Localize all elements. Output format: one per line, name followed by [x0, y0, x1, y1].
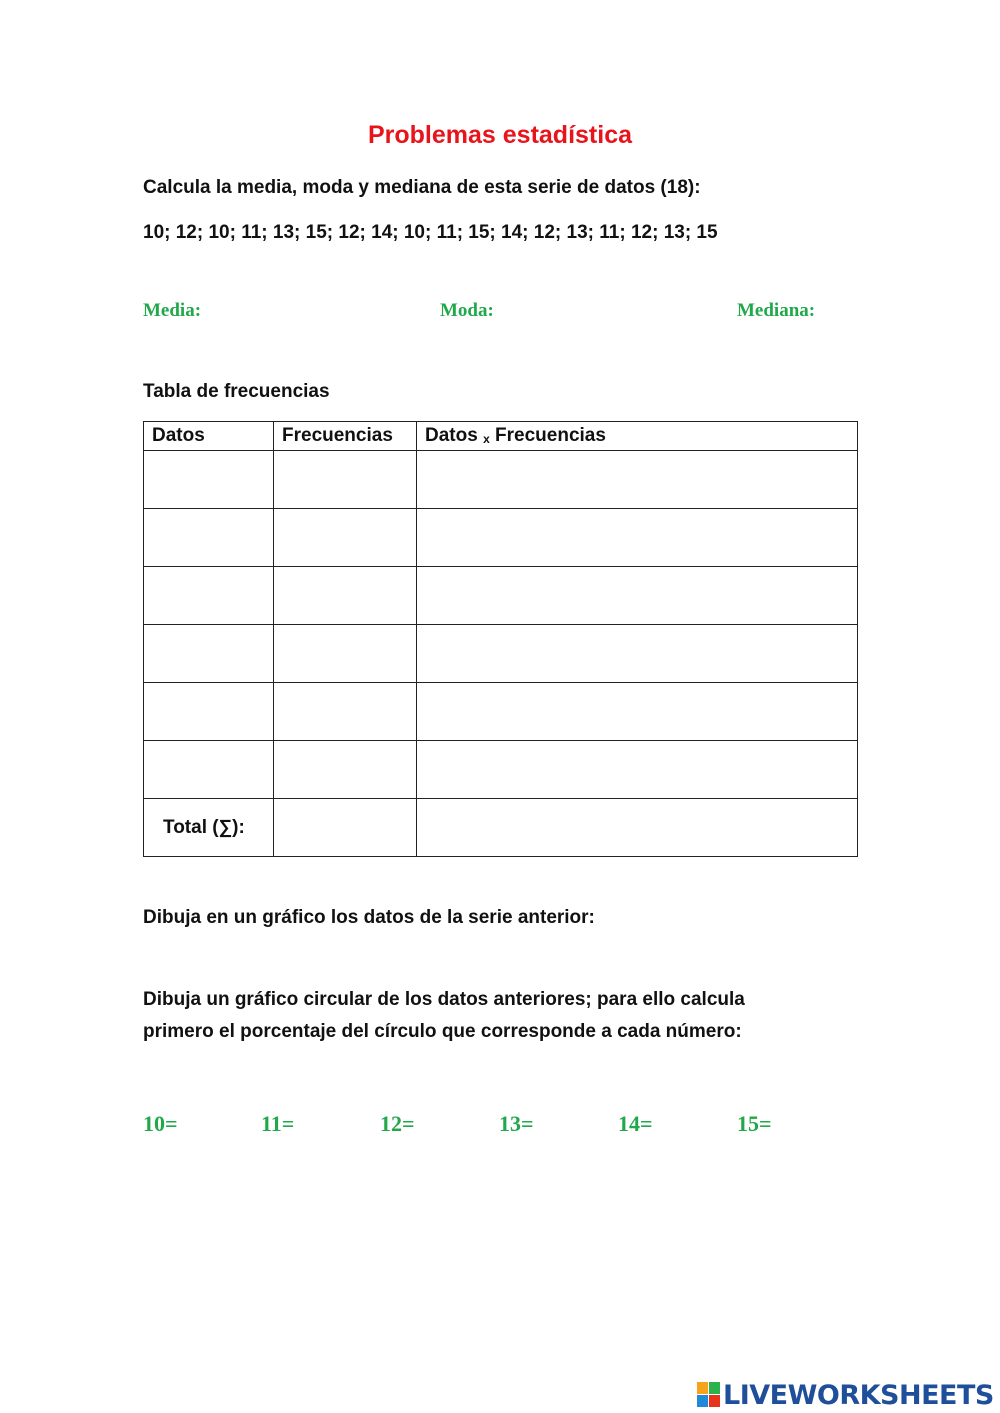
- cell-frecuencias[interactable]: [274, 625, 417, 683]
- table-row: [144, 451, 858, 509]
- table-row: [144, 509, 858, 567]
- liveworksheets-logo: [697, 1378, 994, 1412]
- cell-product[interactable]: [417, 741, 858, 799]
- cell-datos[interactable]: [144, 509, 274, 567]
- logo-icon: [697, 1382, 721, 1408]
- header-product: [417, 422, 858, 451]
- table-row: [144, 741, 858, 799]
- cell-datos[interactable]: [144, 451, 274, 509]
- table-row: [144, 625, 858, 683]
- data-series: 10; 12; 10; 11; 13; 15; 12; 14; 10; 11; 15; 14; 12; 13; 11; 12; 13; 15: [143, 222, 718, 243]
- percentage-11: 11=: [261, 1111, 295, 1136]
- header-frecuencias: Frecuencias: [274, 422, 417, 451]
- percentage-10: 10=: [143, 1111, 178, 1136]
- media-label: Media:: [143, 300, 202, 321]
- cell-product[interactable]: [417, 683, 858, 741]
- table-header-row: [144, 422, 858, 451]
- cell-product[interactable]: [417, 509, 858, 567]
- header-datos: Datos: [144, 422, 274, 451]
- table-total-row: [144, 799, 858, 857]
- cell-product[interactable]: [417, 567, 858, 625]
- logo-text: LIVEWORKSHEETS: [723, 1379, 994, 1411]
- instruction-text: Calcula la media, moda y mediana de esta serie de datos (18):: [143, 177, 701, 198]
- cell-datos[interactable]: [144, 683, 274, 741]
- cell-product[interactable]: [417, 625, 858, 683]
- cell-frecuencias[interactable]: [274, 741, 417, 799]
- cell-datos[interactable]: [144, 741, 274, 799]
- percentage-12: 12=: [380, 1111, 415, 1136]
- total-label: Total (∑):: [144, 799, 274, 857]
- cell-datos[interactable]: [144, 567, 274, 625]
- header-product-x: x: [483, 432, 490, 446]
- table-row: [144, 683, 858, 741]
- header-product-right: Frecuencias: [495, 425, 606, 446]
- page-title: Problemas estadística: [367, 121, 632, 149]
- graph-instruction: Dibuja en un gráfico los datos de la serie anterior:: [143, 907, 595, 928]
- cell-total-frecuencias[interactable]: [274, 799, 417, 857]
- cell-total-product[interactable]: [417, 799, 858, 857]
- header-product-left: Datos: [425, 425, 478, 446]
- frequency-table: [143, 421, 858, 857]
- cell-frecuencias[interactable]: [274, 451, 417, 509]
- table-title: Tabla de frecuencias: [143, 381, 330, 402]
- percentage-15: 15=: [737, 1111, 772, 1136]
- cell-frecuencias[interactable]: [274, 567, 417, 625]
- cell-product[interactable]: [417, 451, 858, 509]
- pie-instruction-line2: primero el porcentaje del círculo que corresponde a cada número:: [143, 1021, 742, 1042]
- table-row: [144, 567, 858, 625]
- cell-frecuencias[interactable]: [274, 509, 417, 567]
- percentage-14: 14=: [618, 1111, 653, 1136]
- moda-label: Moda:: [440, 300, 494, 321]
- mediana-label: Mediana:: [737, 300, 816, 321]
- cell-datos[interactable]: [144, 625, 274, 683]
- cell-frecuencias[interactable]: [274, 683, 417, 741]
- percentage-13: 13=: [499, 1111, 534, 1136]
- pie-instruction-line1: Dibuja un gráfico circular de los datos anteriores; para ello calcula: [143, 989, 745, 1010]
